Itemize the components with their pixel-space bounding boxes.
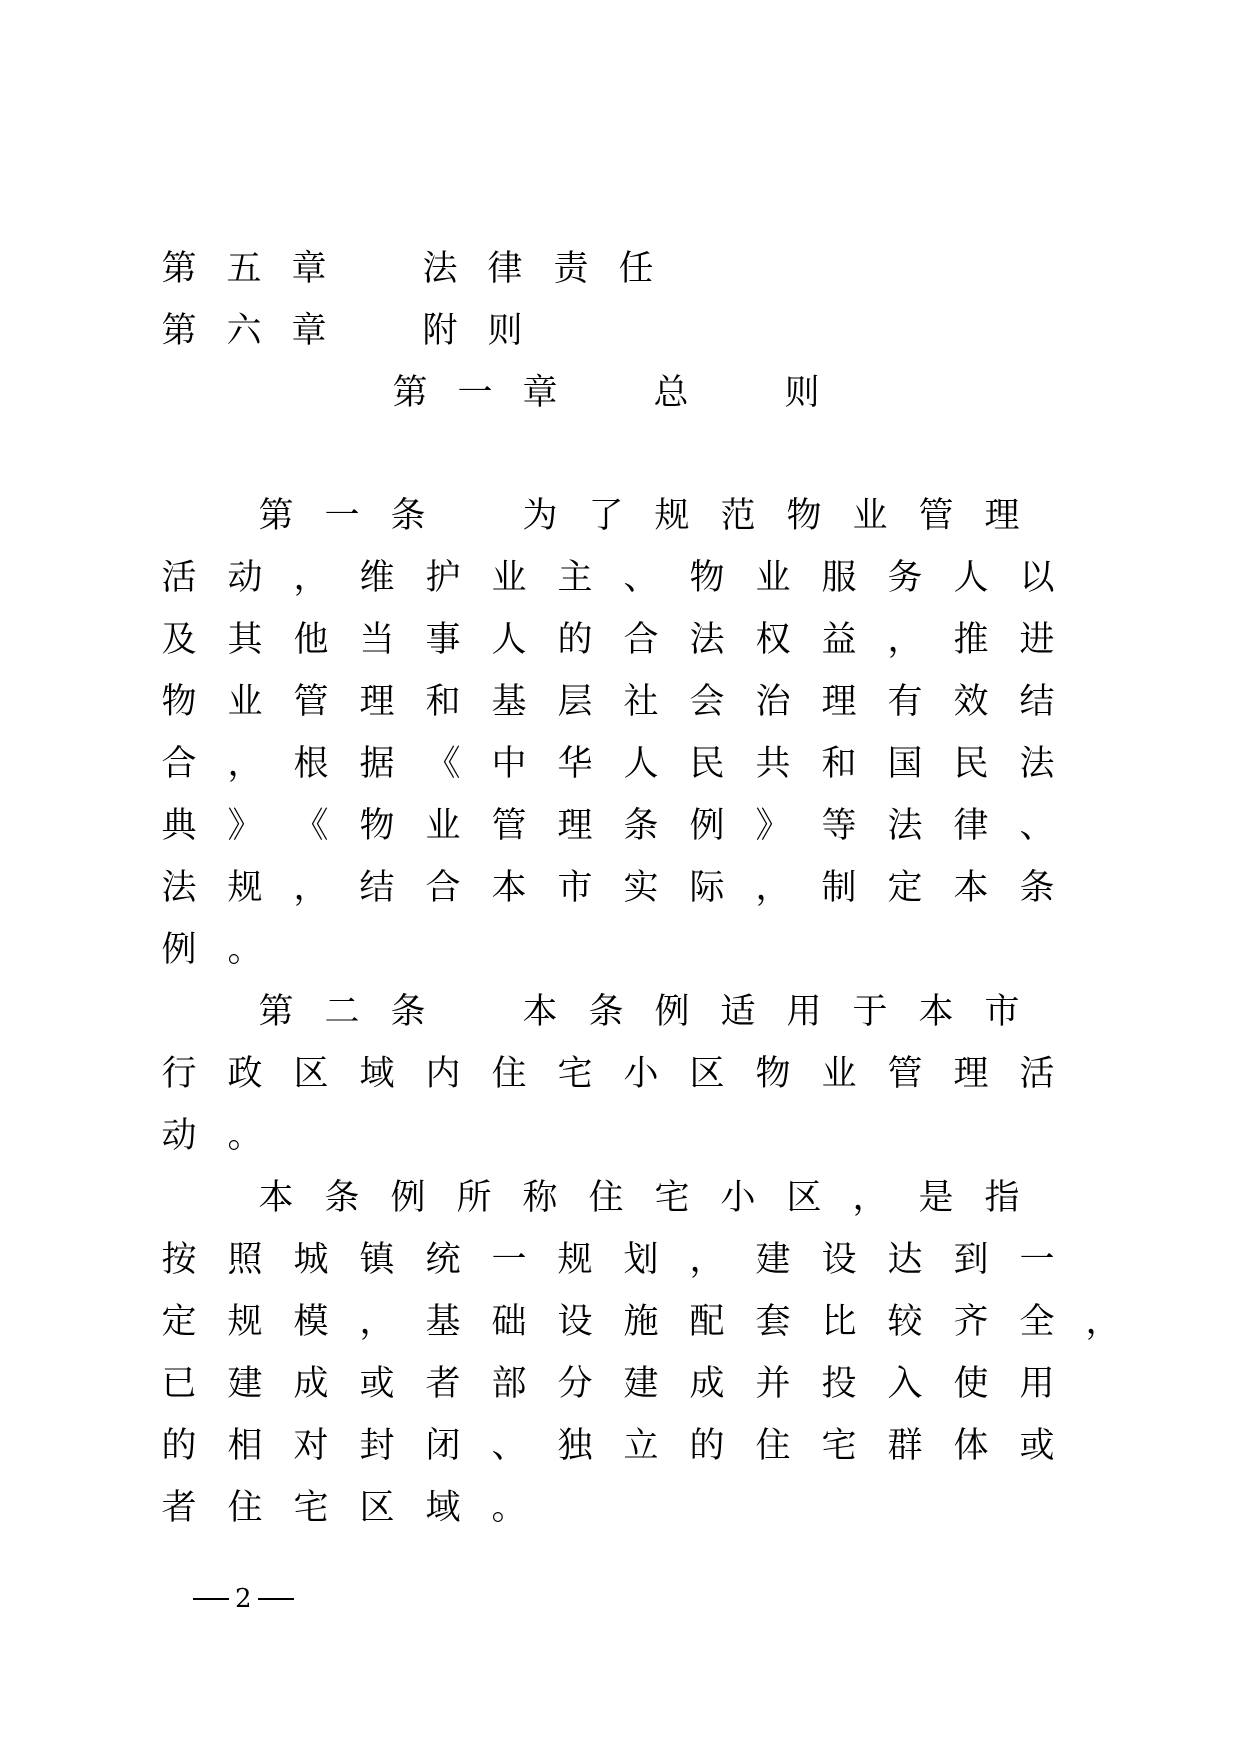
char: 部 [491,1364,527,1404]
char: 一 [324,496,360,536]
char: 较 [887,1302,923,1342]
char: 维 [359,558,395,598]
char: 所 [456,1178,492,1218]
char: 根 [293,744,329,784]
char: 律 [953,806,989,846]
char: 规 [227,868,263,908]
char: 、 [491,1426,527,1466]
char: 照 [227,1240,263,1280]
char: 规 [227,1302,263,1342]
char: 内 [425,1054,461,1094]
char: 进 [1019,620,1055,660]
char: 法 [887,806,923,846]
char: 住 [755,1426,791,1466]
char: 实 [623,868,659,908]
char: 用 [1019,1364,1055,1404]
char: 本 [953,868,989,908]
char: 管 [887,1054,923,1094]
char: 第 [258,496,294,536]
char: 宅 [293,1488,329,1528]
char: 齐 [953,1302,989,1342]
char: 》 [755,806,791,846]
char: 结 [1019,682,1055,722]
char: 或 [1019,1426,1055,1466]
char: 适 [720,992,756,1032]
char: 的 [689,1426,725,1466]
char: 《 [293,806,329,846]
char: 和 [425,682,461,722]
char: 、 [1019,806,1055,846]
char: 物 [161,682,197,722]
char: 务 [887,558,923,598]
char: 益 [821,620,857,660]
char: 五 [226,249,262,289]
char: 建 [755,1240,791,1280]
char: ， [1085,1302,1121,1342]
char: 物 [359,806,395,846]
page-number: 2 [235,1584,252,1614]
char: 服 [821,558,857,598]
char: 政 [227,1054,263,1094]
char: 合 [425,868,461,908]
char: 其 [227,620,263,660]
char: 条 [390,992,426,1032]
char: 理 [359,682,395,722]
char: 业 [491,558,527,598]
char: 。 [227,930,263,970]
char: 条 [390,496,426,536]
char: 。 [491,1488,527,1528]
char: 合 [161,744,197,784]
char: 套 [755,1302,791,1342]
char: 者 [425,1364,461,1404]
char: 使 [953,1364,989,1404]
char: 管 [293,682,329,722]
char: 章 [291,311,327,351]
char: 础 [491,1302,527,1342]
char: 于 [852,992,888,1032]
char: 法 [689,620,725,660]
char: ， [227,744,263,784]
char: 区 [293,1054,329,1094]
char: 住 [491,1054,527,1094]
char: 华 [557,744,593,784]
char: 相 [227,1426,263,1466]
char: 一 [491,1240,527,1280]
char: 理 [557,806,593,846]
char: 、 [623,558,659,598]
char: 本 [918,992,954,1032]
char: 活 [161,558,197,598]
char: 独 [557,1426,593,1466]
char: 当 [359,620,395,660]
char: 有 [887,682,923,722]
char: 成 [689,1364,725,1404]
char: 封 [359,1426,395,1466]
char: 典 [161,806,197,846]
char: 设 [557,1302,593,1342]
char: 第 [161,311,197,351]
char: 物 [689,558,725,598]
char: 理 [953,1054,989,1094]
char: 六 [226,311,262,351]
char: 宅 [821,1426,857,1466]
char: 镇 [359,1240,395,1280]
char: 本 [491,868,527,908]
char: 物 [786,496,822,536]
char: 业 [755,558,791,598]
char: 权 [755,620,791,660]
char: 章 [291,249,327,289]
char: 了 [588,496,624,536]
char: 例 [161,930,197,970]
char: 合 [623,620,659,660]
char: 治 [755,682,791,722]
char: 的 [557,620,593,660]
char: 模 [293,1302,329,1342]
char: 住 [227,1488,263,1528]
char: 区 [359,1488,395,1528]
char: ， [293,558,329,598]
char: 本 [522,992,558,1032]
char: 的 [161,1426,197,1466]
char: 例 [689,806,725,846]
char: 住 [588,1178,624,1218]
char: 行 [161,1054,197,1094]
char: 法 [422,249,458,289]
char: 市 [557,868,593,908]
char: 总 [653,373,689,413]
char: 理 [821,682,857,722]
char: 并 [755,1364,791,1404]
char: 业 [425,806,461,846]
char: ， [887,620,923,660]
char: 本 [258,1178,294,1218]
char: 任 [618,249,654,289]
char: 推 [953,620,989,660]
char: 结 [359,868,395,908]
char: 制 [821,868,857,908]
char: 据 [359,744,395,784]
char: 条 [1019,868,1055,908]
char: 例 [654,992,690,1032]
char: ， [755,868,791,908]
char: 法 [1019,744,1055,784]
char: 等 [821,806,857,846]
char: 际 [689,868,725,908]
char: 主 [557,558,593,598]
char: 民 [689,744,725,784]
char: 按 [161,1240,197,1280]
char: 业 [821,1054,857,1094]
char: 条 [324,1178,360,1218]
char: 国 [887,744,923,784]
char: 投 [821,1364,857,1404]
char: 。 [227,1116,263,1156]
char: ， [852,1178,888,1218]
char: 社 [623,682,659,722]
char: 体 [953,1426,989,1466]
char: 域 [359,1054,395,1094]
char: 配 [689,1302,725,1342]
char: 规 [557,1240,593,1280]
char: 城 [293,1240,329,1280]
page-number-footer [193,1581,294,1617]
char: 理 [984,496,1020,536]
char: 他 [293,620,329,660]
char: 人 [623,744,659,784]
char: 闭 [425,1426,461,1466]
char: 共 [755,744,791,784]
char: 条 [623,806,659,846]
char: 层 [557,682,593,722]
char: 范 [720,496,756,536]
char: 责 [553,249,589,289]
char: 例 [390,1178,426,1218]
char: 律 [487,249,523,289]
char: ， [293,868,329,908]
char: 基 [491,682,527,722]
char: 小 [720,1178,756,1218]
char: 定 [161,1302,197,1342]
char: 是 [918,1178,954,1218]
char: 到 [953,1240,989,1280]
char: 划 [623,1240,659,1280]
char: 和 [821,744,857,784]
char: 管 [918,496,954,536]
char: 一 [457,373,493,413]
char: 市 [984,992,1020,1032]
char: 者 [161,1488,197,1528]
char: 达 [887,1240,923,1280]
char: 管 [491,806,527,846]
char: 统 [425,1240,461,1280]
char: 成 [293,1364,329,1404]
char: 一 [1019,1240,1055,1280]
char: 区 [689,1054,725,1094]
char: 》 [227,806,263,846]
char: 定 [887,868,923,908]
char: 则 [784,373,820,413]
em-dash-left [193,1598,229,1600]
char: 活 [1019,1054,1055,1094]
char: 区 [786,1178,822,1218]
char: 中 [491,744,527,784]
char: 比 [821,1302,857,1342]
char: 施 [623,1302,659,1342]
char: 已 [161,1364,197,1404]
char: 全 [1019,1302,1055,1342]
char: 二 [324,992,360,1032]
char: 宅 [654,1178,690,1218]
char: 基 [425,1302,461,1342]
char: 对 [293,1426,329,1466]
char: 效 [953,682,989,722]
char: 动 [161,1116,197,1156]
char: 小 [623,1054,659,1094]
char: 则 [487,311,523,351]
char: 建 [227,1364,263,1404]
char: 为 [522,496,558,536]
char: 会 [689,682,725,722]
char: 域 [425,1488,461,1528]
char: 称 [522,1178,558,1218]
char: 第 [258,992,294,1032]
char: 业 [852,496,888,536]
char: 用 [786,992,822,1032]
char: 分 [557,1364,593,1404]
char: 条 [588,992,624,1032]
char: 及 [161,620,197,660]
char: 入 [887,1364,923,1404]
char: 人 [953,558,989,598]
char: 《 [425,744,461,784]
char: 法 [161,868,197,908]
char: 事 [425,620,461,660]
char: ， [689,1240,725,1280]
em-dash-right [258,1598,294,1600]
char: 附 [422,311,458,351]
char: 护 [425,558,461,598]
char: 宅 [557,1054,593,1094]
char: 立 [623,1426,659,1466]
char: 第 [392,373,428,413]
char: 以 [1019,558,1055,598]
char: 规 [654,496,690,536]
char: 第 [161,249,197,289]
char: 设 [821,1240,857,1280]
char: 业 [227,682,263,722]
char: 群 [887,1426,923,1466]
char: 建 [623,1364,659,1404]
char: 章 [522,373,558,413]
char: 人 [491,620,527,660]
char: ， [359,1302,395,1342]
char: 民 [953,744,989,784]
char: 物 [755,1054,791,1094]
char: 指 [984,1178,1020,1218]
char: 或 [359,1364,395,1404]
char: 动 [227,558,263,598]
